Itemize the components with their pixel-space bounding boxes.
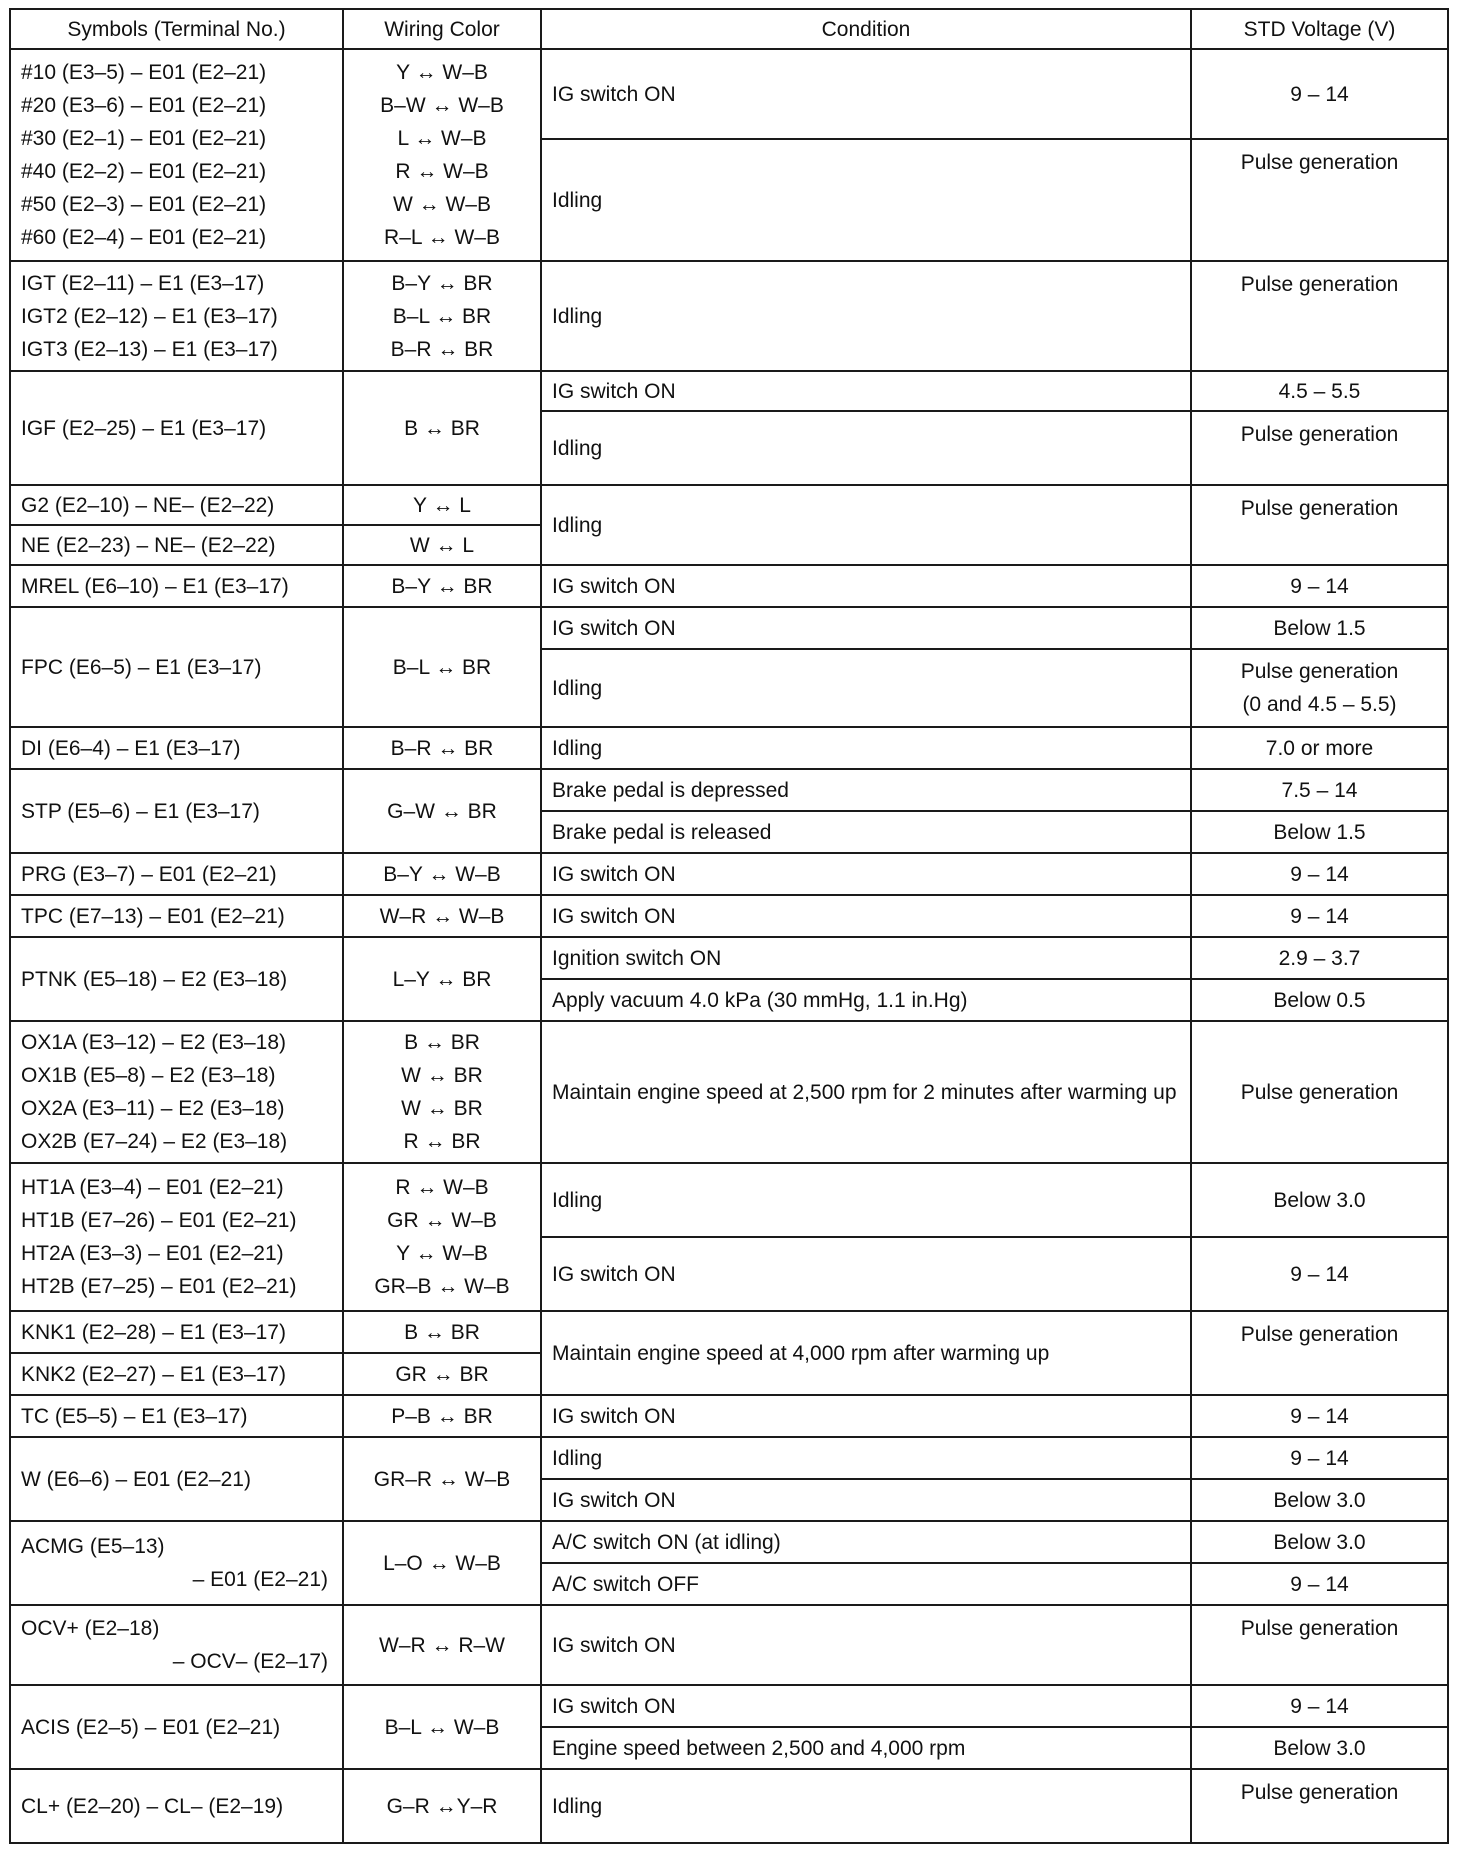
cell-text-line: B–W ↔ W–B: [380, 94, 504, 117]
cell-text-line: B–Y ↔ W–B: [383, 862, 501, 886]
cell-text-line: P–B ↔ BR: [391, 1404, 493, 1428]
table-row: [10, 261, 1448, 371]
wiring-color-cell: [343, 525, 541, 565]
cell-text-line: GR ↔ W–B: [387, 1209, 497, 1232]
cell-text-line: OCV+ (E2–18): [21, 1617, 160, 1640]
table-row: [10, 371, 1448, 411]
cell-text-line: B ↔ BR: [404, 416, 480, 440]
wiring-color-cell: [343, 49, 541, 261]
wiring-color-cell: [343, 1437, 541, 1521]
cell-text-line: Y ↔ W–B: [396, 1242, 488, 1265]
cell-text-line: Idling: [552, 676, 603, 700]
cell-text-line: B ↔ BR: [404, 1320, 480, 1344]
table-row: [10, 49, 1448, 139]
std-voltage-cell: [1191, 1237, 1448, 1311]
std-voltage-cell: [1191, 1563, 1448, 1605]
cell-text-line: IG switch ON: [552, 862, 676, 886]
std-voltage-cell: [1191, 371, 1448, 411]
condition-cell: [541, 1685, 1191, 1727]
std-voltage-cell: [1191, 895, 1448, 937]
cell-text-line: 4.5 – 5.5: [1278, 379, 1361, 403]
cell-text-line: Pulse generation: [1240, 1617, 1399, 1640]
table-row: [10, 485, 1448, 525]
std-voltage-cell: [1191, 1479, 1448, 1521]
cell-text-line: #30 (E2–1) – E01 (E2–21): [21, 127, 267, 150]
table-row: [10, 853, 1448, 895]
table-row: [10, 607, 1448, 649]
cell-text-line: IGT (E2–11) – E1 (E3–17): [21, 271, 265, 295]
condition-cell: [541, 895, 1191, 937]
condition-cell: [541, 485, 1191, 565]
std-voltage-cell: [1191, 727, 1448, 769]
std-voltage-cell: [1191, 769, 1448, 811]
std-voltage-cell: [1191, 1521, 1448, 1563]
condition-cell: [541, 1563, 1191, 1605]
cell-text-line: TPC (E7–13) – E01 (E2–21): [21, 904, 285, 928]
wiring-color-cell: [343, 1521, 541, 1605]
wiring-color-cell: [343, 1769, 541, 1843]
terminal-voltage-table: [9, 8, 1449, 1844]
symbol-cell: [10, 565, 343, 607]
cell-text-line: 9 – 14: [1290, 862, 1349, 886]
std-voltage-cell: [1191, 979, 1448, 1021]
cell-text-line: B–L ↔ BR: [392, 655, 492, 679]
cell-text-line: W ↔ L: [409, 533, 475, 557]
cell-text-line: W–R ↔ R–W: [379, 1633, 505, 1657]
wiring-color-cell: [343, 727, 541, 769]
condition-cell: [541, 1437, 1191, 1479]
cell-text-line: Below 3.0: [1273, 1488, 1366, 1512]
cell-text-line: B–R ↔ BR: [390, 736, 494, 760]
condition-cell: [541, 261, 1191, 371]
cell-text-line: 9 – 14: [1290, 574, 1349, 598]
std-voltage-cell: [1191, 1605, 1448, 1685]
wiring-color-cell: [343, 895, 541, 937]
condition-cell: [541, 411, 1191, 485]
table-row: [10, 1395, 1448, 1437]
cell-text-line: 9 – 14: [1290, 904, 1349, 928]
cell-text-line: (0 and 4.5 – 5.5): [1242, 693, 1397, 716]
cell-text-line: PRG (E3–7) – E01 (E2–21): [21, 862, 277, 886]
cell-text-line: Idling: [552, 188, 603, 212]
std-voltage-cell: [1191, 649, 1448, 727]
symbol-cell: [10, 1163, 343, 1311]
cell-text-line: Below 0.5: [1273, 988, 1366, 1012]
std-voltage-cell: [1191, 565, 1448, 607]
cell-text-line: IG switch ON: [552, 82, 676, 106]
condition-cell: [541, 607, 1191, 649]
symbol-cell: [10, 853, 343, 895]
cell-text-line: R ↔ W–B: [395, 160, 489, 183]
cell-text-line: FPC (E6–5) – E1 (E3–17): [21, 655, 262, 679]
cell-text-line: W ↔ W–B: [393, 193, 491, 216]
cell-text-line: B–Y ↔ BR: [391, 271, 493, 295]
cell-text-line: G–R ↔Y–R: [386, 1794, 498, 1818]
cell-text-line: HT2B (E7–25) – E01 (E2–21): [21, 1275, 297, 1298]
cell-text-line: ACIS (E2–5) – E01 (E2–21): [21, 1715, 281, 1739]
condition-cell: [541, 937, 1191, 979]
condition-cell: [541, 139, 1191, 261]
table-row: [10, 1163, 1448, 1237]
cell-text-line: ACMG (E5–13): [21, 1535, 165, 1558]
cell-text-line: Maintain engine speed at 4,000 rpm after warming up: [552, 1341, 1050, 1365]
table-row: [10, 1437, 1448, 1479]
symbol-cell: [10, 1685, 343, 1769]
cell-text-line: Ignition switch ON: [552, 946, 722, 970]
condition-cell: [541, 49, 1191, 139]
cell-text-line: R ↔ BR: [403, 1130, 481, 1153]
table-row: [10, 1769, 1448, 1843]
table-row: [10, 565, 1448, 607]
cell-text-line: – OCV– (E2–17): [172, 1650, 328, 1673]
cell-text-line: Pulse generation: [1240, 1781, 1399, 1804]
cell-text-line: Pulse generation: [1240, 423, 1399, 446]
symbol-cell: [10, 1605, 343, 1685]
symbol-cell: [10, 1353, 343, 1395]
cell-text-line: Below 3.0: [1273, 1188, 1366, 1212]
symbol-cell: [10, 769, 343, 853]
cell-text-line: L–O ↔ W–B: [383, 1551, 501, 1575]
cell-text-line: Idling: [552, 304, 603, 328]
symbol-cell: [10, 371, 343, 485]
cell-text-line: IGT3 (E2–13) – E1 (E3–17): [21, 337, 278, 361]
cell-text-line: OX2B (E7–24) – E2 (E3–18): [21, 1130, 288, 1153]
condition-cell: [541, 1521, 1191, 1563]
cell-text-line: Brake pedal is released: [552, 820, 772, 844]
cell-text-line: NE (E2–23) – NE– (E2–22): [21, 533, 276, 557]
wiring-color-cell: [343, 485, 541, 525]
std-voltage-cell: [1191, 485, 1448, 565]
wiring-color-cell: [343, 853, 541, 895]
cell-text-line: B–R ↔ BR: [390, 337, 494, 361]
cell-text-line: CL+ (E2–20) – CL– (E2–19): [21, 1794, 284, 1818]
symbol-cell: [10, 727, 343, 769]
cell-text-line: Idling: [552, 1794, 603, 1818]
cell-text-line: IG switch ON: [552, 1404, 676, 1428]
wiring-color-cell: [343, 261, 541, 371]
table-row: [10, 727, 1448, 769]
symbol-cell: [10, 1521, 343, 1605]
cell-text-line: IG switch ON: [552, 1633, 676, 1657]
std-voltage-cell: [1191, 607, 1448, 649]
cell-text-line: Below 1.5: [1273, 820, 1366, 844]
wiring-color-cell: [343, 1605, 541, 1685]
cell-text-line: A/C switch ON (at idling): [552, 1530, 781, 1554]
cell-text-line: W ↔ BR: [401, 1064, 483, 1087]
cell-text-line: OX1A (E3–12) – E2 (E3–18): [21, 1031, 286, 1054]
symbol-cell: [10, 1021, 343, 1163]
wiring-color-cell: [343, 1311, 541, 1353]
cell-text-line: 9 – 14: [1290, 1262, 1349, 1286]
condition-cell: [541, 1395, 1191, 1437]
condition-cell: [541, 727, 1191, 769]
cell-text-line: MREL (E6–10) – E1 (E3–17): [21, 574, 289, 598]
wiring-color-cell: [343, 1021, 541, 1163]
cell-text-line: 7.0 or more: [1265, 736, 1374, 760]
cell-text-line: Idling: [552, 513, 603, 537]
condition-cell: [541, 371, 1191, 411]
header-symbols: Symbols (Terminal No.): [10, 9, 343, 49]
header-wiring-color: Wiring Color: [343, 9, 541, 49]
header-row: [10, 9, 1448, 49]
condition-cell: [541, 1479, 1191, 1521]
std-voltage-cell: [1191, 811, 1448, 853]
cell-text-line: W–R ↔ W–B: [379, 904, 505, 928]
cell-text-line: Pulse generation: [1240, 497, 1399, 520]
cell-text-line: 9 – 14: [1290, 1572, 1349, 1596]
std-voltage-cell: [1191, 261, 1448, 371]
cell-text-line: #60 (E2–4) – E01 (E2–21): [21, 226, 267, 249]
table-body: [10, 49, 1448, 1843]
cell-text-line: B–Y ↔ BR: [391, 574, 493, 598]
cell-text-line: G2 (E2–10) – NE– (E2–22): [21, 493, 275, 517]
cell-text-line: IG switch ON: [552, 1694, 676, 1718]
cell-text-line: OX2A (E3–11) – E2 (E3–18): [21, 1097, 285, 1120]
condition-cell: [541, 1237, 1191, 1311]
cell-text-line: #50 (E2–3) – E01 (E2–21): [21, 193, 267, 216]
std-voltage-cell: [1191, 139, 1448, 261]
symbol-cell: [10, 937, 343, 1021]
cell-text-line: G–W ↔ BR: [387, 799, 497, 823]
std-voltage-cell: [1191, 1437, 1448, 1479]
cell-text-line: W ↔ BR: [401, 1097, 483, 1120]
std-voltage-cell: [1191, 1395, 1448, 1437]
symbol-cell: [10, 1311, 343, 1353]
cell-text-line: B–L ↔ W–B: [384, 1715, 500, 1739]
symbol-cell: [10, 525, 343, 565]
cell-text-line: Below 3.0: [1273, 1530, 1366, 1554]
cell-text-line: IGF (E2–25) – E1 (E3–17): [21, 416, 267, 440]
symbol-cell: [10, 1437, 343, 1521]
std-voltage-cell: [1191, 1163, 1448, 1237]
cell-text-line: Pulse generation: [1240, 660, 1399, 683]
table-row: [10, 1605, 1448, 1685]
symbol-cell: [10, 1769, 343, 1843]
wiring-color-cell: [343, 1395, 541, 1437]
cell-text-line: HT1A (E3–4) – E01 (E2–21): [21, 1176, 284, 1199]
std-voltage-cell: [1191, 937, 1448, 979]
symbol-cell: [10, 607, 343, 727]
cell-text-line: GR–R ↔ W–B: [373, 1467, 511, 1491]
cell-text-line: PTNK (E5–18) – E2 (E3–18): [21, 967, 288, 991]
std-voltage-cell: [1191, 49, 1448, 139]
table-row: [10, 769, 1448, 811]
cell-text-line: Y ↔ L: [413, 493, 471, 517]
cell-text-line: Y ↔ W–B: [396, 61, 488, 84]
wiring-color-cell: [343, 937, 541, 1021]
wiring-color-cell: [343, 565, 541, 607]
condition-cell: [541, 853, 1191, 895]
table-row: [10, 1521, 1448, 1563]
std-voltage-cell: [1191, 411, 1448, 485]
wiring-color-cell: [343, 1353, 541, 1395]
condition-cell: [541, 1769, 1191, 1843]
cell-text-line: IG switch ON: [552, 1262, 676, 1286]
cell-text-line: Idling: [552, 1446, 603, 1470]
symbol-cell: [10, 49, 343, 261]
cell-text-line: OX1B (E5–8) – E2 (E3–18): [21, 1064, 276, 1087]
cell-text-line: TC (E5–5) – E1 (E3–17): [21, 1404, 248, 1428]
cell-text-line: A/C switch OFF: [552, 1572, 700, 1596]
cell-text-line: GR–B ↔ W–B: [374, 1275, 510, 1298]
cell-text-line: Below 3.0: [1273, 1736, 1366, 1760]
condition-cell: [541, 565, 1191, 607]
condition-cell: [541, 769, 1191, 811]
header-condition: Condition: [541, 9, 1191, 49]
condition-cell: [541, 979, 1191, 1021]
table-row: [10, 895, 1448, 937]
condition-cell: [541, 1727, 1191, 1769]
cell-text-line: Pulse generation: [1240, 151, 1399, 174]
cell-text-line: HT2A (E3–3) – E01 (E2–21): [21, 1242, 284, 1265]
cell-text-line: IG switch ON: [552, 574, 676, 598]
cell-text-line: Idling: [552, 436, 603, 460]
condition-cell: [541, 1311, 1191, 1395]
condition-cell: [541, 811, 1191, 853]
std-voltage-cell: [1191, 1311, 1448, 1395]
cell-text-line: GR ↔ BR: [395, 1362, 489, 1386]
cell-text-line: 7.5 – 14: [1281, 778, 1358, 802]
cell-text-line: KNK1 (E2–28) – E1 (E3–17): [21, 1320, 286, 1344]
cell-text-line: Apply vacuum 4.0 kPa (30 mmHg, 1.1 in.Hg): [552, 988, 968, 1012]
cell-text-line: HT1B (E7–26) – E01 (E2–21): [21, 1209, 297, 1232]
cell-text-line: IG switch ON: [552, 616, 676, 640]
cell-text-line: #40 (E2–2) – E01 (E2–21): [21, 160, 267, 183]
condition-cell: [541, 1021, 1191, 1163]
condition-cell: [541, 1605, 1191, 1685]
cell-text-line: Pulse generation: [1240, 1080, 1399, 1104]
cell-text-line: Brake pedal is depressed: [552, 778, 789, 802]
cell-text-line: W (E6–6) – E01 (E2–21): [21, 1467, 251, 1491]
symbol-cell: [10, 895, 343, 937]
wiring-color-cell: [343, 1685, 541, 1769]
cell-text-line: IG switch ON: [552, 1488, 676, 1512]
condition-cell: [541, 649, 1191, 727]
table-row: [10, 937, 1448, 979]
table-row: [10, 1685, 1448, 1727]
condition-cell: [541, 1163, 1191, 1237]
cell-text-line: Engine speed between 2,500 and 4,000 rpm: [552, 1736, 966, 1760]
symbol-cell: [10, 1395, 343, 1437]
cell-text-line: DI (E6–4) – E1 (E3–17): [21, 736, 241, 760]
cell-text-line: 9 – 14: [1290, 82, 1349, 106]
std-voltage-cell: [1191, 853, 1448, 895]
wiring-color-cell: [343, 371, 541, 485]
wiring-color-cell: [343, 1163, 541, 1311]
cell-text-line: Maintain engine speed at 2,500 rpm for 2 minutes after warming up: [552, 1080, 1177, 1104]
wiring-color-cell: [343, 769, 541, 853]
cell-text-line: Pulse generation: [1240, 273, 1399, 296]
cell-text-line: IGT2 (E2–12) – E1 (E3–17): [21, 304, 278, 328]
cell-text-line: 9 – 14: [1290, 1694, 1349, 1718]
cell-text-line: 9 – 14: [1290, 1404, 1349, 1428]
cell-text-line: B ↔ BR: [404, 1031, 480, 1054]
std-voltage-cell: [1191, 1021, 1448, 1163]
symbol-cell: [10, 261, 343, 371]
cell-text-line: #20 (E3–6) – E01 (E2–21): [21, 94, 267, 117]
cell-text-line: 2.9 – 3.7: [1278, 946, 1361, 970]
symbol-cell: [10, 485, 343, 525]
cell-text-line: KNK2 (E2–27) – E1 (E3–17): [21, 1362, 286, 1386]
table-row: [10, 1311, 1448, 1353]
cell-text-line: Idling: [552, 1188, 603, 1212]
cell-text-line: IG switch ON: [552, 904, 676, 928]
table-row: [10, 1021, 1448, 1163]
cell-text-line: IG switch ON: [552, 379, 676, 403]
std-voltage-cell: [1191, 1685, 1448, 1727]
cell-text-line: #10 (E3–5) – E01 (E2–21): [21, 61, 267, 84]
header-std-voltage: STD Voltage (V): [1191, 9, 1448, 49]
cell-text-line: STP (E5–6) – E1 (E3–17): [21, 799, 260, 823]
std-voltage-cell: [1191, 1727, 1448, 1769]
cell-text-line: R–L ↔ W–B: [384, 226, 500, 249]
wiring-color-cell: [343, 607, 541, 727]
cell-text-line: Idling: [552, 736, 603, 760]
cell-text-line: R ↔ W–B: [395, 1176, 489, 1199]
cell-text-line: – E01 (E2–21): [192, 1568, 328, 1591]
cell-text-line: B–L ↔ BR: [392, 304, 492, 328]
cell-text-line: Below 1.5: [1273, 616, 1366, 640]
cell-text-line: Pulse generation: [1240, 1323, 1399, 1346]
cell-text-line: L ↔ W–B: [397, 127, 487, 150]
cell-text-line: L–Y ↔ BR: [392, 967, 492, 991]
cell-text-line: 9 – 14: [1290, 1446, 1349, 1470]
std-voltage-cell: [1191, 1769, 1448, 1843]
